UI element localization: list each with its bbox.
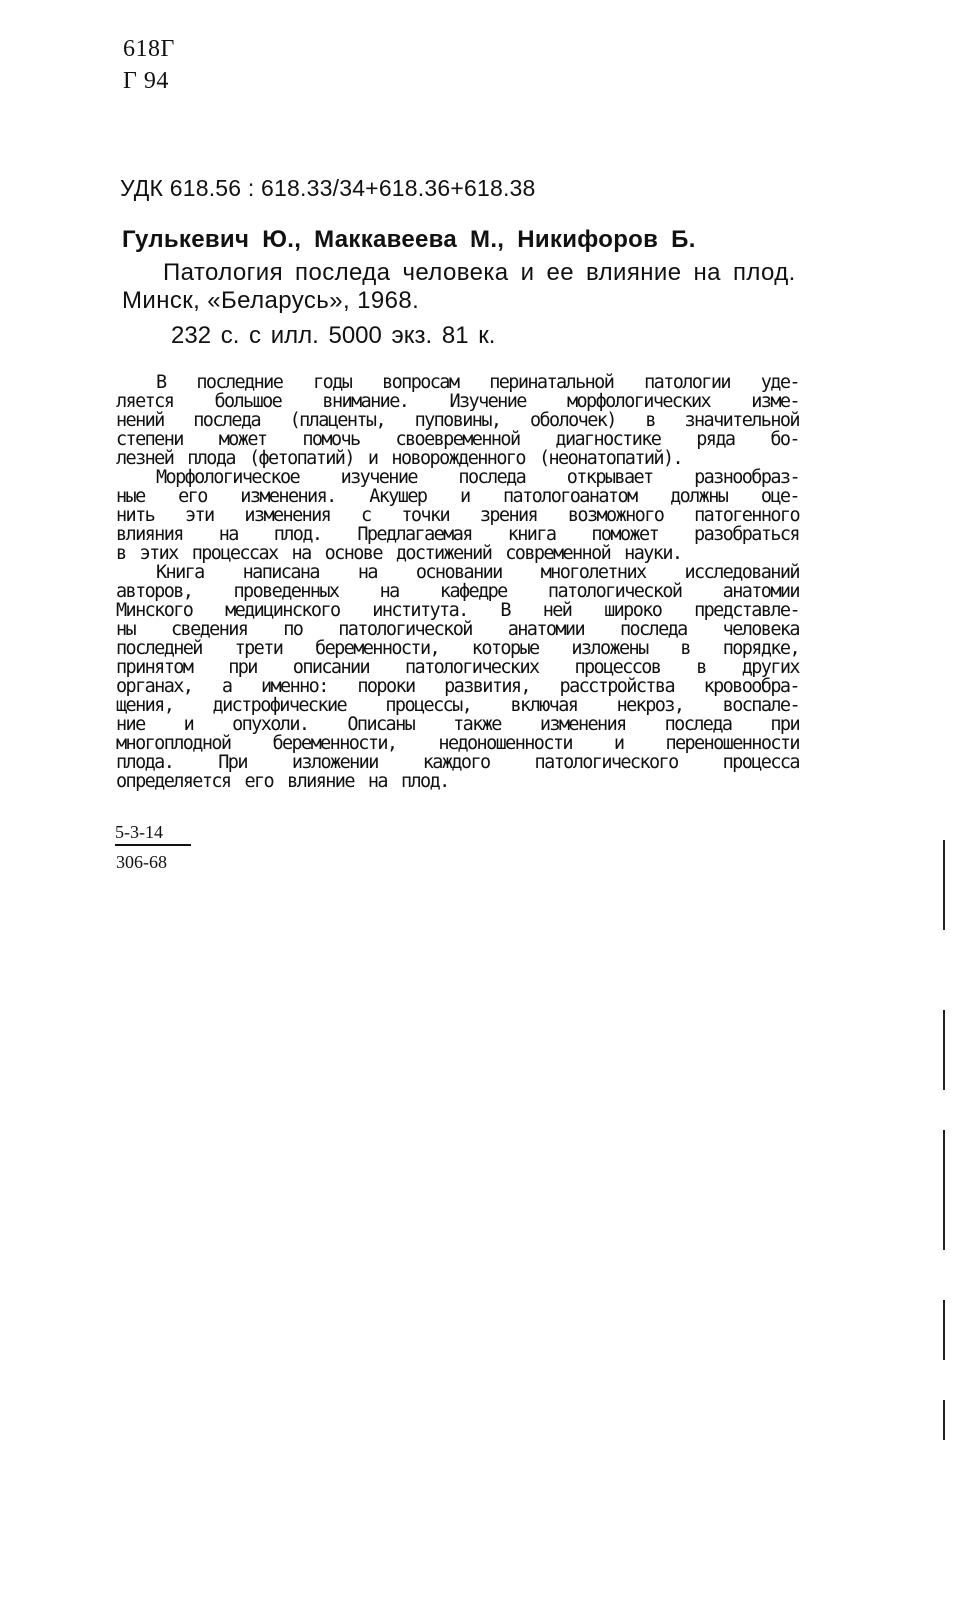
- plan-number: 306-68: [116, 852, 167, 872]
- book-title: Патология последа человека и ее влияние на плод.: [163, 259, 796, 286]
- abstract-word: в: [645, 410, 655, 431]
- abstract-line: [116, 677, 799, 696]
- abstract-word: оболочек): [529, 410, 616, 431]
- abstract-word: его: [178, 486, 207, 507]
- abstract-word: морфологических: [566, 391, 711, 412]
- abstract-word: разнообраз-: [694, 467, 799, 488]
- abstract-word: принятом: [116, 657, 193, 678]
- abstract-word: оце-: [760, 486, 799, 507]
- abstract-line: [116, 468, 799, 487]
- abstract-word: Предлагаемая: [357, 524, 472, 545]
- abstract-word: дистрофические: [212, 695, 347, 716]
- abstract-word: по: [283, 619, 303, 640]
- abstract: [116, 373, 799, 791]
- abstract-word: развития,: [444, 676, 530, 697]
- abstract-word: значительной: [684, 410, 799, 431]
- abstract-word: определяется: [116, 771, 231, 792]
- abstract-word: сведения: [171, 619, 248, 640]
- abstract-word: других: [741, 657, 799, 678]
- abstract-word: каждого: [422, 752, 490, 773]
- scan-edge-mark: [943, 1010, 945, 1090]
- abstract-word: влияния: [116, 524, 183, 545]
- abstract-word: должны: [670, 486, 728, 507]
- abstract-word: опухоли.: [232, 714, 309, 735]
- abstract-word: органах,: [116, 676, 193, 697]
- abstract-word: расстройства: [559, 676, 674, 697]
- abstract-word: плод.: [400, 771, 449, 792]
- abstract-word: при: [228, 657, 257, 678]
- publisher-code: 5-3-14: [115, 822, 191, 846]
- abstract-word: медицинского: [225, 600, 340, 621]
- imprint-details: 232 с. с илл. 5000 экз. 81 к.: [171, 322, 496, 349]
- abstract-word: бо-: [770, 429, 799, 450]
- abstract-line: [116, 525, 799, 544]
- abstract-line: [116, 715, 799, 734]
- abstract-word: В: [156, 372, 166, 393]
- abstract-word: плод.: [273, 524, 322, 545]
- abstract-word: и: [367, 448, 378, 469]
- abstract-word: беременности,: [272, 733, 397, 754]
- abstract-word: современной: [505, 543, 611, 564]
- abstract-word: этих: [139, 543, 178, 564]
- abstract-word: изменения: [244, 505, 331, 526]
- abstract-word: перинатальной: [489, 372, 614, 393]
- abstract-word: лезней: [116, 448, 174, 469]
- abstract-word: В: [500, 600, 510, 621]
- abstract-word: изменения.: [240, 486, 336, 507]
- abstract-word: анатомии: [507, 619, 585, 640]
- abstract-word: разобраться: [694, 524, 799, 545]
- abstract-line: [116, 620, 799, 639]
- abstract-word: а: [221, 676, 232, 697]
- abstract-word: на: [218, 524, 238, 545]
- abstract-word: помочь: [302, 429, 360, 450]
- abstract-word: ней: [542, 600, 572, 621]
- abstract-word: годы: [313, 372, 352, 393]
- abstract-word: изложены: [571, 638, 648, 659]
- abstract-word: плода: [187, 448, 235, 469]
- abstract-word: основании: [415, 562, 502, 583]
- abstract-word: патологической: [547, 581, 682, 602]
- abstract-word: ные: [116, 486, 145, 507]
- abstract-word: степени: [116, 429, 183, 450]
- abstract-word: достижений: [395, 543, 492, 564]
- abstract-word: пороки: [357, 676, 415, 697]
- abstract-word: многоплодной: [116, 733, 231, 754]
- abstract-word: патологии: [644, 372, 730, 393]
- abstract-line: [116, 772, 799, 791]
- abstract-word: включая: [510, 695, 578, 716]
- abstract-line: [116, 449, 799, 468]
- udc-code: УДК 618.56 : 618.33/34+618.36+618.38: [120, 175, 536, 201]
- abstract-word: Описаны: [347, 714, 415, 735]
- abstract-word: изменения: [539, 714, 626, 735]
- abstract-word: описании: [292, 657, 370, 678]
- abstract-word: пуповины,: [414, 410, 501, 431]
- abstract-word: воспале-: [722, 695, 799, 716]
- author-mark: Г 94: [123, 68, 169, 94]
- classification-code: 618Г: [123, 36, 175, 62]
- abstract-word: плода.: [116, 752, 174, 773]
- abstract-word: процесса: [722, 752, 799, 773]
- abstract-word: ряда: [696, 429, 735, 450]
- abstract-word: новорожденного: [391, 448, 525, 469]
- abstract-word: авторов,: [116, 581, 193, 602]
- abstract-line: [116, 487, 799, 506]
- abstract-word: на: [367, 771, 387, 792]
- abstract-word: патологических: [405, 657, 539, 678]
- abstract-word: некроз,: [616, 695, 684, 716]
- abstract-word: влияние: [287, 771, 354, 792]
- abstract-word: с: [361, 505, 371, 526]
- abstract-word: на: [291, 543, 311, 564]
- abstract-word: и: [613, 733, 624, 754]
- abstract-word: Минского: [116, 600, 193, 621]
- scan-edge-mark: [943, 1130, 945, 1250]
- abstract-word: недоношенности: [438, 733, 572, 754]
- scan-edge-mark: [943, 1300, 945, 1360]
- abstract-word: процессы,: [385, 695, 472, 716]
- abstract-word: эти: [184, 505, 214, 526]
- abstract-word: основе: [324, 543, 382, 564]
- abstract-line: [116, 506, 799, 525]
- abstract-word: именно:: [260, 676, 328, 697]
- abstract-word: внимание.: [322, 391, 409, 412]
- abstract-line: [116, 734, 799, 753]
- abstract-word: в: [696, 657, 706, 678]
- abstract-word: ны: [116, 619, 136, 640]
- abstract-line: [116, 411, 799, 430]
- abstract-word: последней: [116, 638, 202, 659]
- abstract-word: института.: [372, 600, 468, 621]
- abstract-word: (неонатопатий).: [538, 448, 683, 469]
- abstract-word: последа: [458, 467, 526, 488]
- abstract-word: последние: [196, 372, 283, 393]
- abstract-word: и: [183, 714, 194, 735]
- publisher-line: Минск, «Беларусь», 1968.: [122, 287, 420, 314]
- abstract-word: в: [680, 638, 690, 659]
- abstract-word: уде-: [760, 372, 799, 393]
- abstract-word: открывает: [566, 467, 653, 488]
- abstract-word: точки: [401, 505, 450, 526]
- abstract-word: Морфологическое: [156, 467, 300, 488]
- abstract-word: анатомии: [722, 581, 799, 602]
- abstract-line: [116, 392, 799, 411]
- abstract-word: большое: [214, 391, 282, 412]
- abstract-word: возможного: [567, 505, 664, 526]
- abstract-word: книга: [507, 524, 556, 545]
- abstract-word: изложении: [291, 752, 378, 773]
- abstract-word: ние: [116, 714, 145, 735]
- abstract-word: его: [244, 771, 274, 792]
- abstract-line: [116, 373, 799, 392]
- abstract-word: патологического: [534, 752, 678, 773]
- abstract-line: [116, 544, 799, 563]
- abstract-word: на: [379, 581, 399, 602]
- abstract-word: в: [116, 543, 126, 564]
- scan-edge-mark: [943, 1400, 945, 1440]
- abstract-line: [116, 696, 799, 715]
- abstract-line: [116, 753, 799, 772]
- abstract-word: нить: [116, 505, 155, 526]
- abstract-word: патологоанатом: [503, 486, 637, 507]
- abstract-word: процессах: [191, 543, 278, 564]
- abstract-line: [116, 658, 799, 677]
- abstract-word: зрения: [479, 505, 538, 526]
- abstract-word: переношенности: [665, 733, 799, 754]
- abstract-word: нений: [116, 410, 164, 431]
- abstract-word: диагностике: [555, 429, 661, 450]
- abstract-word: исследований: [684, 562, 799, 583]
- abstract-word: также: [453, 714, 501, 735]
- abstract-word: (фетопатий): [248, 448, 354, 469]
- abstract-word: порядке,: [722, 638, 799, 659]
- abstract-word: представле-: [694, 600, 799, 621]
- abstract-line: [116, 639, 799, 658]
- abstract-word: может: [218, 429, 267, 450]
- abstract-word: написана: [242, 562, 319, 583]
- abstract-word: и: [459, 486, 470, 507]
- abstract-word: кафедре: [439, 581, 507, 602]
- abstract-word: на: [357, 562, 377, 583]
- abstract-word: Изучение: [449, 391, 526, 412]
- abstract-word: человека: [722, 619, 799, 640]
- abstract-word: последа: [619, 619, 687, 640]
- abstract-word: трети: [234, 638, 283, 659]
- abstract-word: патогенного: [694, 505, 799, 526]
- abstract-line: [116, 430, 799, 449]
- abstract-word: кровообра-: [703, 676, 799, 697]
- abstract-line: [116, 582, 799, 601]
- abstract-line: [116, 601, 799, 620]
- abstract-word: вопросам: [382, 372, 459, 393]
- abstract-word: изучение: [340, 467, 417, 488]
- abstract-word: проведенных: [233, 581, 339, 602]
- abstract-word: патологической: [338, 619, 472, 640]
- authors: Гулькевич Ю., Маккавеева М., Никифоров Б.: [122, 226, 696, 253]
- abstract-word: науки.: [624, 543, 682, 564]
- abstract-word: (плаценты,: [289, 410, 385, 431]
- abstract-word: процессов: [574, 657, 661, 678]
- abstract-word: щения,: [116, 695, 174, 716]
- abstract-word: При: [218, 752, 247, 773]
- abstract-word: последа: [193, 410, 261, 431]
- abstract-word: последа: [664, 714, 732, 735]
- abstract-word: широко: [604, 600, 662, 621]
- abstract-word: Акушер: [369, 486, 427, 507]
- abstract-word: которые: [471, 638, 539, 659]
- abstract-word: изме-: [751, 391, 799, 412]
- abstract-word: ляется: [116, 391, 174, 412]
- abstract-word: беременности,: [315, 638, 440, 659]
- abstract-word: Книга: [156, 562, 204, 583]
- abstract-word: поможет: [591, 524, 659, 545]
- abstract-word: своевременной: [395, 429, 520, 450]
- scan-edge-mark: [943, 840, 945, 930]
- abstract-word: многолетних: [540, 562, 646, 583]
- abstract-word: при: [770, 714, 799, 735]
- abstract-line: [116, 563, 799, 582]
